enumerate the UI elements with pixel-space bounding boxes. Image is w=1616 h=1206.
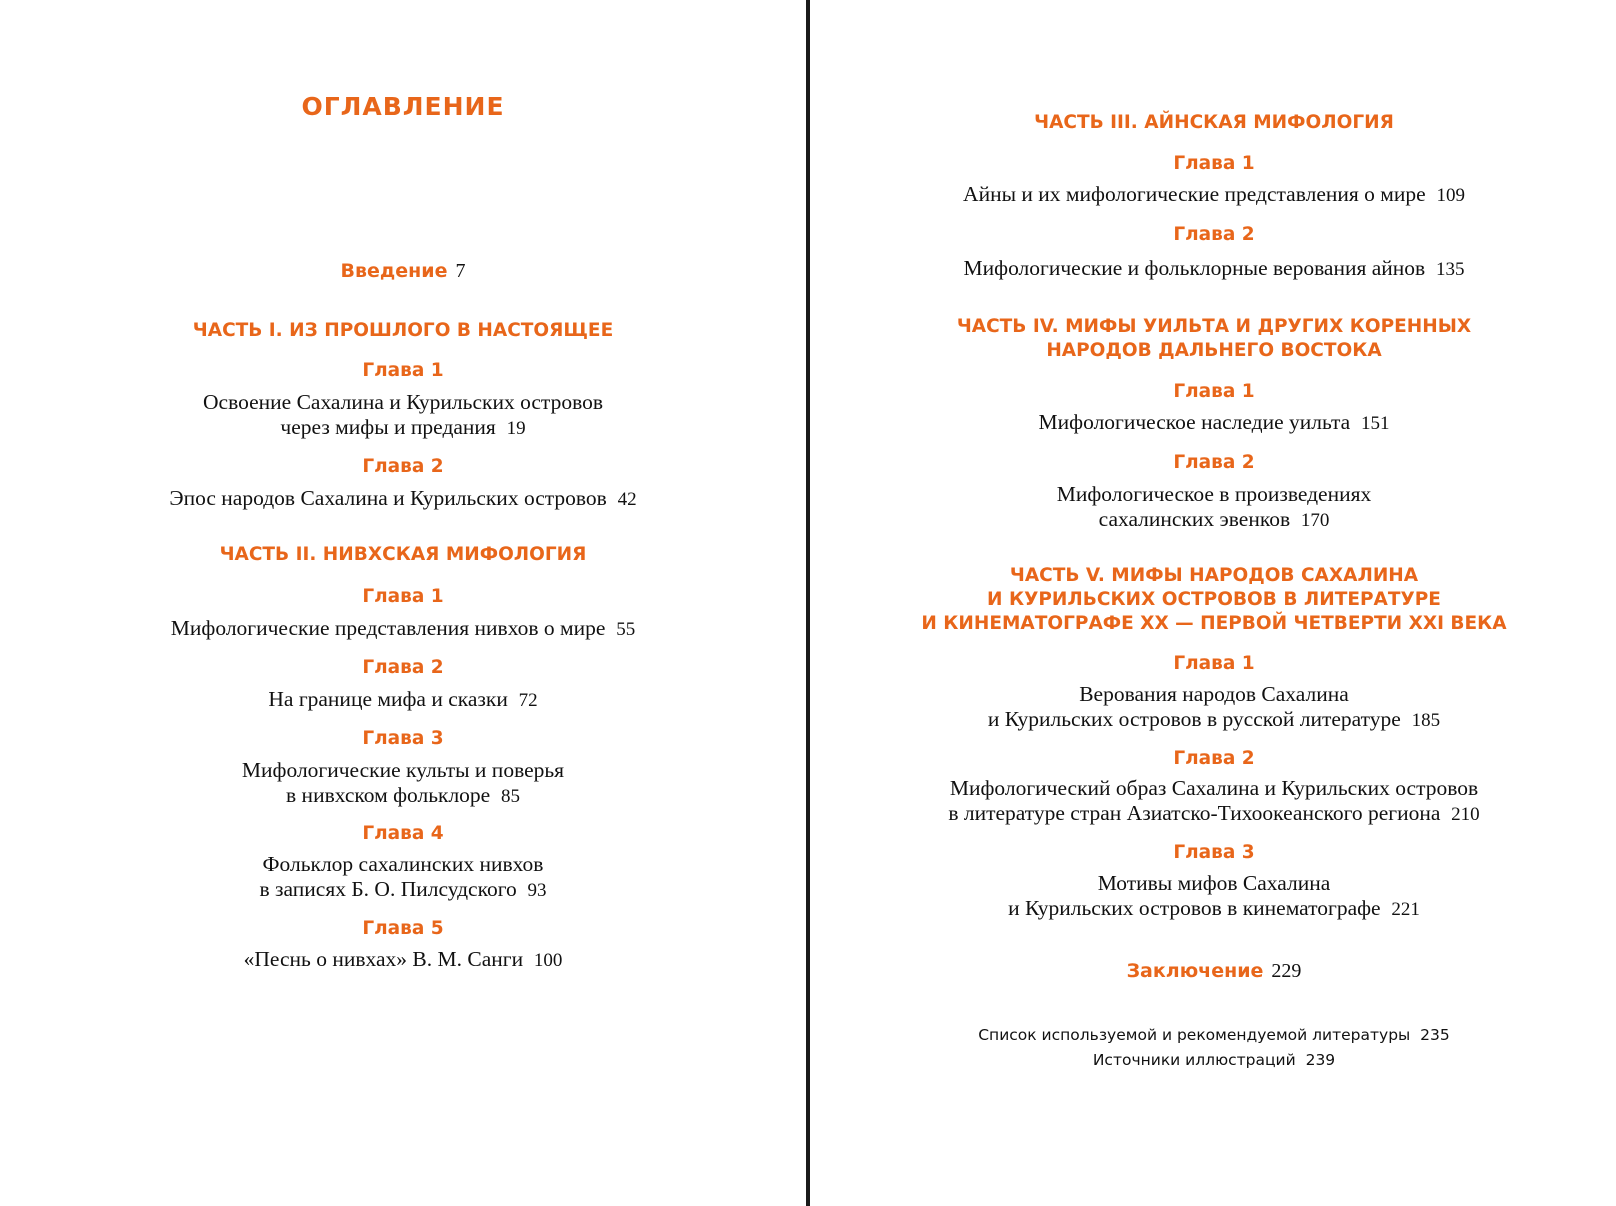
part-4-chapter-2-label: Глава 2: [1173, 452, 1255, 473]
part-1-chapter-1-line2: через мифы и предания: [280, 415, 496, 439]
part-5-chapter-2-entry[interactable]: [812, 776, 1616, 827]
part-1-chapter-1-label: Глава 1: [362, 360, 444, 381]
part-2-title[interactable]: ЧАСТЬ II. НИВХСКАЯ МИФОЛОГИЯ: [219, 544, 587, 565]
part-3-chapter-2-page: 135: [1435, 259, 1465, 280]
part-4-chapter-1-label: Глава 1: [1173, 381, 1255, 402]
illustrations-label: Источники иллюстраций: [1092, 1051, 1296, 1069]
part-2-chapter-3-label: Глава 3: [362, 728, 444, 749]
part-2-chapter-4-label: Глава 4: [362, 823, 444, 844]
part-5-chapter-3-line1: Мотивы мифов Сахалина: [1097, 871, 1331, 895]
bibliography-page: 235: [1420, 1026, 1450, 1044]
intro-entry[interactable]: [0, 260, 806, 283]
part-2-chapter-3-entry[interactable]: [0, 758, 806, 809]
intro-page: 7: [455, 260, 466, 282]
part-1-chapter-2-page: 42: [617, 489, 637, 510]
part-2-chapter-2-label: Глава 2: [362, 657, 444, 678]
part-2-chapter-4-page: 93: [527, 880, 547, 901]
part-2-chapter-5-entry[interactable]: [0, 947, 806, 973]
part-5-chapter-2-label: Глава 2: [1173, 748, 1255, 769]
part-2-chapter-1-line1: Мифологические представления нивхов о мире: [170, 616, 606, 640]
conclusion-entry[interactable]: [812, 960, 1616, 983]
part-1-title[interactable]: ЧАСТЬ I. ИЗ ПРОШЛОГО В НАСТОЯЩЕЕ: [192, 320, 614, 341]
part-3-title[interactable]: ЧАСТЬ III. АЙНСКАЯ МИФОЛОГИЯ: [1034, 112, 1394, 133]
part-2-chapter-1-page: 55: [616, 619, 636, 640]
part-5-chapter-2-line1: Мифологический образ Сахалина и Курильских островов: [949, 776, 1479, 800]
part-5-title-line3: И КИНЕМАТОГРАФЕ XX — ПЕРВОЙ ЧЕТВЕРТИ XXI ВЕКА: [921, 613, 1507, 634]
part-5-chapter-2-page: 210: [1451, 804, 1480, 825]
illustrations-page: 239: [1305, 1051, 1336, 1069]
part-5-chapter-2-line2: в литературе стран Азиатско-Тихоокеанского региона: [948, 801, 1441, 825]
part-5-chapter-3-entry[interactable]: [812, 871, 1616, 922]
part-3-chapter-1-page: 109: [1436, 185, 1465, 206]
part-3-chapter-1-line1: Айны и их мифологические представления о мире: [963, 182, 1426, 206]
part-4-chapter-2-line2: сахалинских эвенков: [1098, 507, 1291, 531]
part-5-chapter-1-line1: Верования народов Сахалина: [1079, 682, 1349, 706]
part-2-chapter-1-entry[interactable]: [0, 616, 806, 642]
part-1-chapter-1-page: 19: [506, 418, 526, 439]
part-3-chapter-1-entry[interactable]: [812, 182, 1616, 208]
part-5-title-line1: ЧАСТЬ V. МИФЫ НАРОДОВ САХАЛИНА: [1009, 565, 1419, 586]
part-2-chapter-2-entry[interactable]: [0, 687, 806, 713]
part-1-chapter-2-label: Глава 2: [362, 456, 444, 477]
part-2-chapter-3-line2: в нивхском фольклоре: [286, 783, 491, 807]
part-5-chapter-3-line2: и Курильских островов в кинематографе: [1008, 896, 1381, 920]
part-2-chapter-3-page: 85: [500, 786, 520, 807]
part-2-chapter-1-label: Глава 1: [362, 586, 444, 607]
spine-divider: [806, 0, 810, 1206]
part-4-chapter-1-page: 151: [1360, 413, 1390, 434]
part-5-chapter-3-label: Глава 3: [1173, 842, 1255, 863]
part-2-chapter-3-line1: Мифологические культы и поверья: [241, 758, 565, 782]
part-1-chapter-1-entry[interactable]: [0, 390, 806, 441]
part-5-chapter-1-entry[interactable]: [812, 682, 1616, 733]
part-5-title-line2: И КУРИЛЬСКИХ ОСТРОВОВ В ЛИТЕРАТУРЕ: [987, 589, 1441, 610]
part-4-chapter-1-line1: Мифологическое наследие уильта: [1038, 410, 1351, 434]
part-2-chapter-4-line2: в записях Б. О. Пилсудского: [259, 877, 517, 901]
part-5-chapter-1-label: Глава 1: [1173, 653, 1255, 674]
illustrations-entry[interactable]: [812, 1048, 1616, 1073]
part-1-chapter-1-line1: Освоение Сахалина и Курильских островов: [203, 390, 603, 414]
part-5-chapter-1-line2: и Курильских островов в русской литературе: [987, 707, 1401, 731]
part-4-chapter-1-entry[interactable]: [812, 410, 1616, 436]
part-4-chapter-2-line1: Мифологическое в произведениях: [1056, 482, 1372, 506]
part-4-title-line2: НАРОДОВ ДАЛЬНЕГО ВОСТОКА: [1046, 340, 1382, 361]
part-4-chapter-2-entry[interactable]: [812, 482, 1616, 533]
part-1-chapter-2-line1: Эпос народов Сахалина и Курильских островов: [169, 486, 607, 510]
part-3-chapter-2-label: Глава 2: [1173, 224, 1255, 245]
toc-title: ОГЛАВЛЕНИЕ: [301, 92, 505, 121]
part-2-chapter-4-entry[interactable]: [0, 852, 806, 903]
part-5-title[interactable]: [812, 564, 1616, 636]
bibliography-label: Список используемой и рекомендуемой литературы: [978, 1026, 1411, 1044]
right-page: [812, 0, 1616, 1206]
part-5-chapter-1-page: 185: [1411, 710, 1441, 731]
bibliography-entry[interactable]: [812, 1023, 1616, 1048]
part-3-chapter-2-line1: Мифологические и фольклорные верования айнов: [963, 256, 1426, 280]
part-4-title[interactable]: [812, 315, 1616, 363]
part-2-chapter-5-page: 100: [533, 950, 563, 971]
part-2-chapter-5-line1: «Песнь о нивхах» В. М. Санги: [243, 947, 524, 971]
left-page: [0, 0, 806, 1206]
part-4-title-line1: ЧАСТЬ IV. МИФЫ УИЛЬТА И ДРУГИХ КОРЕННЫХ: [956, 316, 1472, 337]
part-5-chapter-3-page: 221: [1391, 899, 1420, 920]
part-1-chapter-2-entry[interactable]: [0, 486, 806, 512]
part-2-chapter-2-line1: На границе мифа и сказки: [268, 687, 508, 711]
conclusion-label: Заключение: [1126, 960, 1264, 982]
part-2-chapter-2-page: 72: [518, 690, 538, 711]
part-3-chapter-2-entry[interactable]: [812, 256, 1616, 282]
part-3-chapter-1-label: Глава 1: [1173, 153, 1255, 174]
part-2-chapter-4-line1: Фольклор сахалинских нивхов: [262, 852, 544, 876]
intro-label: Введение: [340, 260, 448, 282]
part-4-chapter-2-page: 170: [1300, 510, 1330, 531]
part-2-chapter-5-label: Глава 5: [362, 918, 444, 939]
conclusion-page: 229: [1271, 960, 1302, 982]
